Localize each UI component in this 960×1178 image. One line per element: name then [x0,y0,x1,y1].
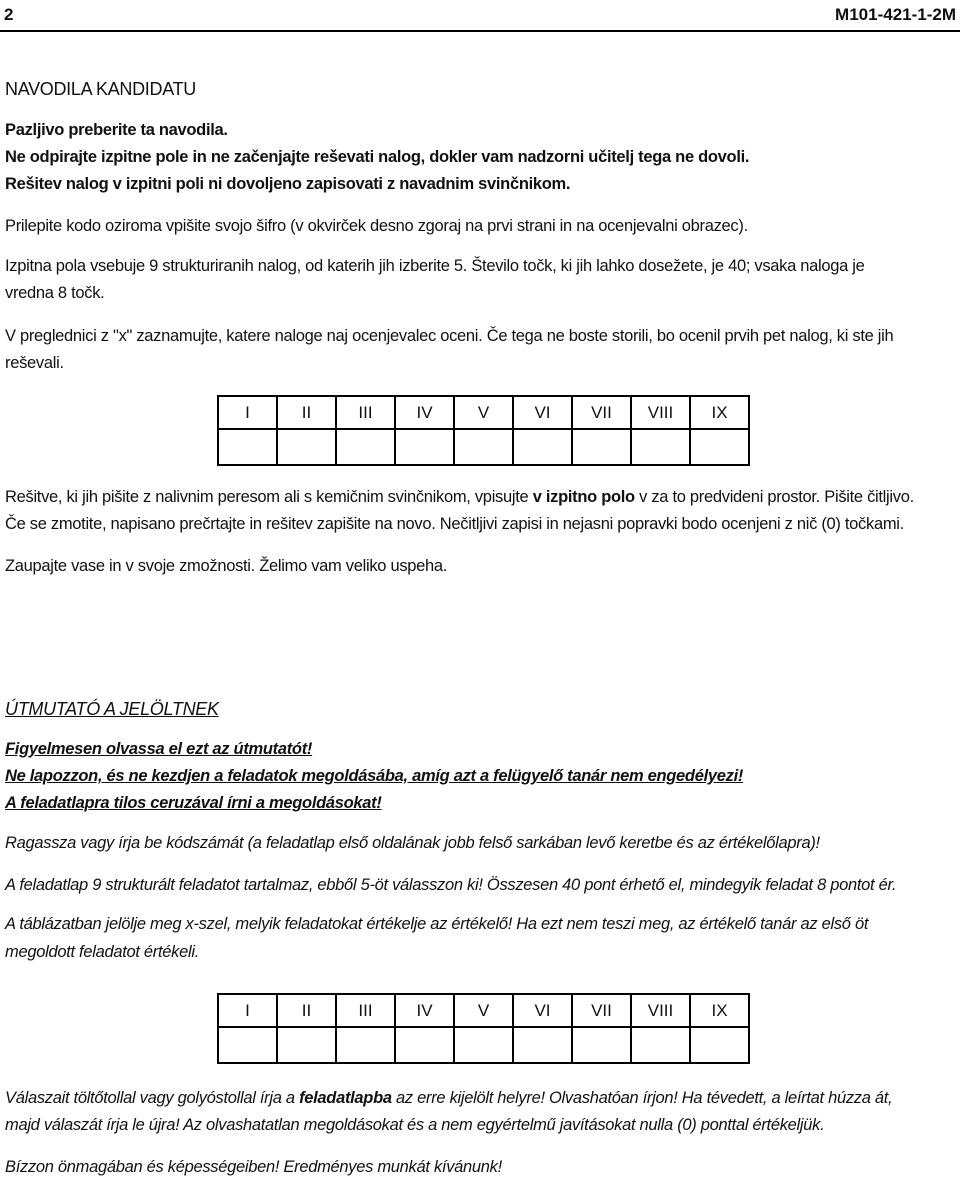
hungarian-paragraph-3-line-2: megoldott feladatot értékeli. [5,943,200,961]
slovene-paragraph-2-line-1: Izpitna pola vsebuje 9 strukturiranih nalog, od katerih jih izberite 5. Število točk, ki jih lahko dosežete, je 40; vsaka naloga je [5,257,865,275]
task-number-cell: IV [395,994,454,1027]
task-number-cell: VIII [631,396,690,429]
task-mark-cell[interactable] [631,429,690,465]
hungarian-paragraph-1: Ragassza vagy írja be kódszámát (a feladatlap első oldalának jobb felső sarkában levő keretbe és az értékelőlapra)! [5,834,820,852]
task-selection-table-hungarian [217,993,750,1064]
task-mark-cell[interactable] [454,429,513,465]
task-number-cell: V [454,396,513,429]
task-number-cell: III [336,994,395,1027]
task-mark-cell[interactable] [690,1027,749,1063]
task-mark-cell[interactable] [690,429,749,465]
slovene-bold-line-1: Pazljivo preberite ta navodila. [5,121,228,139]
task-mark-cell[interactable] [277,429,336,465]
slovene-paragraph-3-line-1: V preglednici z "x" zaznamujte, katere naloge naj ocenjevalec oceni. Če tega ne boste storili, bo ocenil prvih pet nalog, ki ste jih [5,327,894,345]
task-mark-cell[interactable] [218,1027,277,1063]
page-number: 2 [4,5,14,24]
task-number-cell: IV [395,396,454,429]
task-mark-cell[interactable] [631,1027,690,1063]
slovene-title: NAVODILA KANDIDATU [5,79,196,99]
task-mark-cell[interactable] [395,429,454,465]
task-number-cell: II [277,396,336,429]
task-mark-row [218,1027,749,1063]
task-mark-cell[interactable] [454,1027,513,1063]
hungarian-title: ÚTMUTATÓ A JELÖLTNEK [5,699,219,719]
task-mark-cell[interactable] [336,1027,395,1063]
task-number-cell: V [454,994,513,1027]
task-number-cell: IX [690,396,749,429]
slovene-paragraph-1: Prilepite kodo oziroma vpišite svojo šifro (v okvirček desno zgoraj na prvi strani in na ocenjevalni obrazec). [5,217,748,235]
slovene-p4-bold-v: v [532,488,546,506]
slovene-p4-pre: Rešitve, ki jih pišite z nalivnim peresom ali s kemičnim svinčnikom, vpisujte [5,488,533,506]
task-number-cell: III [336,396,395,429]
hungarian-bold-line-3: A feladatlapra tilos ceruzával írni a megoldásokat! [5,794,382,812]
slovene-paragraph-4-line-1 [5,487,914,507]
task-number-cell: I [218,994,277,1027]
slovene-paragraph-2-line-2: vredna 8 točk. [5,284,105,302]
task-number-cell: VI [513,994,572,1027]
hungarian-paragraph-5: Bízzon önmagában és képességeiben! Eredményes munkát kívánunk! [5,1158,502,1176]
task-mark-cell[interactable] [572,1027,631,1063]
task-number-cell: VII [572,396,631,429]
hungarian-paragraph-2: A feladatlap 9 strukturált feladatot tartalmaz, ebből 5-öt válasszon ki! Összesen 40 pont érhető el, mindegyik feladat 8 pontot ér. [5,876,897,894]
task-number-cell: II [277,994,336,1027]
task-mark-cell[interactable] [513,429,572,465]
hungarian-p4-pre: Válaszait töltőtollal vagy golyóstollal írja a [5,1089,300,1107]
slovene-bold-line-2: Ne odpirajte izpitne pole in ne začenjajte reševati nalog, dokler vam nadzorni učitelj tega ne dovoli. [5,148,750,166]
hungarian-bold-line-2: Ne lapozzon, és ne kezdjen a feladatok megoldásába, amíg azt a felügyelő tanár nem engedélyezi! [5,767,744,785]
task-selection-table-slovene [217,395,750,466]
hungarian-paragraph-4-line-1 [5,1088,892,1108]
task-number-cell: IX [690,994,749,1027]
task-mark-cell[interactable] [513,1027,572,1063]
slovene-bold-line-3: Rešitev nalog v izpitni poli ni dovoljeno zapisovati z navadnim svinčnikom. [5,175,571,193]
task-number-row [218,396,749,429]
task-mark-cell[interactable] [572,429,631,465]
task-number-row [218,994,749,1027]
task-mark-cell[interactable] [336,429,395,465]
page-header [0,0,960,32]
task-number-cell: VII [572,994,631,1027]
task-mark-cell[interactable] [395,1027,454,1063]
slovene-paragraph-3-line-2: reševali. [5,354,64,372]
task-mark-cell[interactable] [277,1027,336,1063]
hungarian-bold-line-1: Figyelmesen olvassa el ezt az útmutatót! [5,740,313,758]
hungarian-paragraph-3-line-1: A táblázatban jelölje meg x-szel, melyik feladatokat értékelje az értékelő! Ha ezt nem teszi meg, az értékelő tanár az első öt [5,915,869,933]
task-mark-cell[interactable] [218,429,277,465]
task-number-cell: I [218,396,277,429]
task-mark-row [218,429,749,465]
slovene-p4-bold-izpitno-polo: izpitno polo [545,488,635,506]
slovene-p4-post: v za to predvideni prostor. Pišite čitljivo. [634,488,914,506]
hungarian-p4-post: az erre kijelölt helyre! Olvashatóan írjon! Ha tévedett, a leírtat húzza át, [391,1089,893,1107]
task-number-cell: VI [513,396,572,429]
slovene-paragraph-4-line-2: Če se zmotite, napisano prečrtajte in rešitev zapišite na novo. Nečitljivi zapisi in nejasni popravki bodo ocenjeni z nič (0) točkami. [5,515,904,533]
hungarian-p4-bold: feladatlapba [299,1089,392,1107]
hungarian-paragraph-4-line-2: majd válaszát írja le újra! Az olvashatatlan megoldásokat és a nem egyértelmű javításokat nulla (0) ponttal értékeljük. [5,1116,825,1134]
document-code: M101-421-1-2M [835,5,956,24]
task-number-cell: VIII [631,994,690,1027]
slovene-paragraph-5: Zaupajte vase in v svoje zmožnosti. Želimo vam veliko uspeha. [5,557,448,575]
